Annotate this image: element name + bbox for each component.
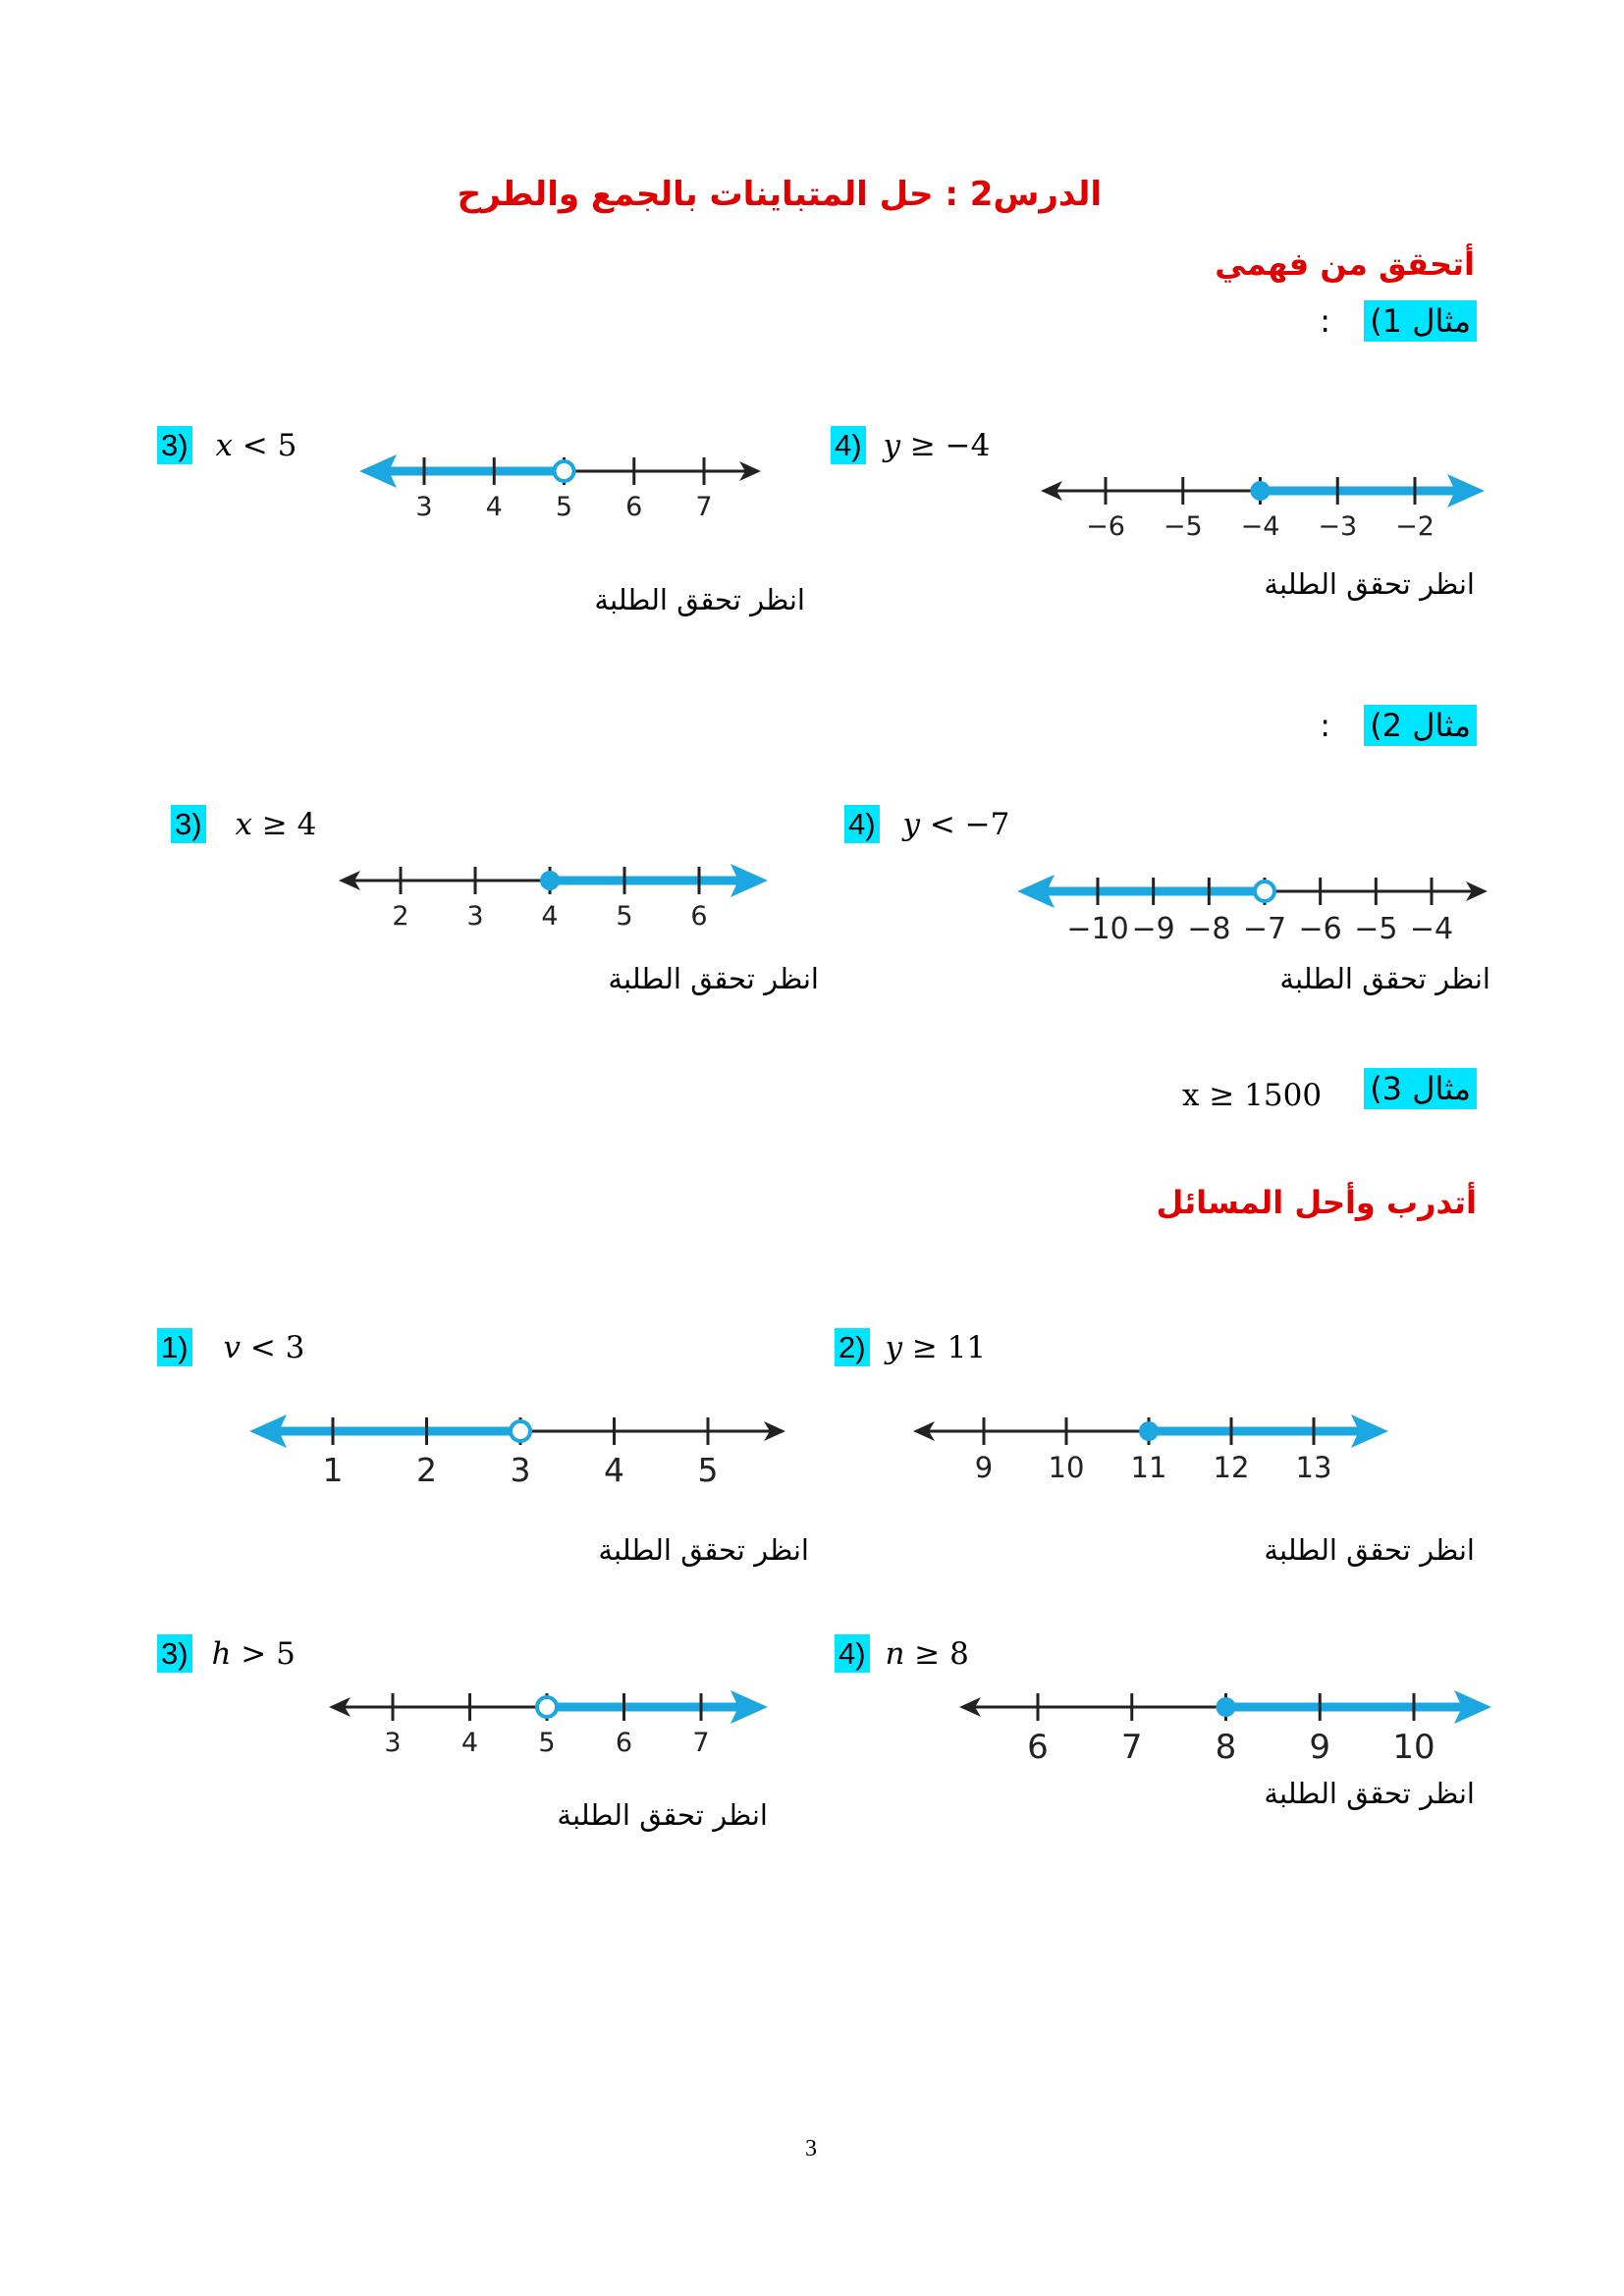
tick-label: 2 <box>416 1451 437 1489</box>
tick-label: 13 <box>1295 1451 1332 1484</box>
tick-label: 5 <box>538 1728 556 1758</box>
problem-relation: < 3 <box>249 1330 305 1365</box>
tick-label: 11 <box>1130 1451 1167 1484</box>
tick-label: 4 <box>604 1451 624 1489</box>
tick-label: −5 <box>1354 912 1398 946</box>
tick-label: 4 <box>460 1728 479 1758</box>
tick-label: 5 <box>697 1451 719 1489</box>
problem-relation: > 5 <box>241 1636 296 1672</box>
tick-label: 4 <box>541 901 559 932</box>
problem-variable: y <box>885 1330 902 1365</box>
problem-relation: ≥ 11 <box>911 1330 987 1365</box>
tick-label: 12 <box>1213 1451 1250 1484</box>
problem-number: 4) <box>844 805 880 843</box>
see-student-check-1: انظر تحقق الطلبة <box>594 583 805 616</box>
problem-relation: < 5 <box>242 428 298 463</box>
tick-label: −4 <box>1240 511 1280 542</box>
tick-label: 6 <box>690 901 708 932</box>
problem-variable: h <box>211 1636 232 1672</box>
tick-label: 10 <box>1048 1451 1085 1484</box>
tick-label: 3 <box>384 1728 402 1758</box>
tick-label: −8 <box>1187 912 1231 946</box>
tick-label: 3 <box>510 1451 531 1489</box>
tick-label: −6 <box>1086 511 1125 542</box>
tick-label: −4 <box>1409 912 1454 946</box>
problem-variable: x <box>215 428 233 463</box>
problem-variable: x <box>235 807 252 842</box>
tick-label: 6 <box>625 492 643 522</box>
problem-number: 3) <box>157 1634 192 1673</box>
lesson-title: الدرس2 : حل المتباينات بالجمع والطرح <box>457 175 1102 214</box>
see-student-check-6: انظر تحقق الطلبة <box>1264 1533 1475 1567</box>
example-label-highlight: مثال 1) <box>1364 300 1477 342</box>
see-student-check-2: انظر تحقق الطلبة <box>1264 567 1475 601</box>
example-label-highlight: مثال 3) <box>1364 1068 1477 1109</box>
see-student-check-8: انظر تحقق الطلبة <box>1264 1777 1475 1810</box>
tick-label: −6 <box>1298 912 1342 946</box>
problem-variable: v <box>223 1330 241 1365</box>
closed-endpoint <box>1217 1697 1236 1717</box>
tick-label: 6 <box>1027 1728 1049 1767</box>
example-label-highlight: مثال 2) <box>1364 705 1477 746</box>
problem-variable: y <box>902 807 920 842</box>
page-number: 3 <box>805 2136 817 2162</box>
tick-label: −3 <box>1318 511 1358 542</box>
example-colon: : <box>1320 302 1331 340</box>
tick-label: −10 <box>1066 912 1129 946</box>
problem-number: 4) <box>831 426 866 464</box>
tick-label: 7 <box>692 1728 710 1758</box>
example-colon: : <box>1320 707 1331 744</box>
tick-label: 9 <box>1309 1728 1331 1767</box>
see-student-check-3: انظر تحقق الطلبة <box>608 962 819 995</box>
problem-variable: y <box>883 428 900 463</box>
see-student-check-5: انظر تحقق الطلبة <box>598 1533 809 1567</box>
tick-label: 5 <box>616 901 633 932</box>
see-student-check-7: انظر تحقق الطلبة <box>557 1798 768 1832</box>
tick-label: 2 <box>392 901 409 932</box>
tick-label: 3 <box>466 901 484 932</box>
problem-number: 2) <box>835 1328 870 1366</box>
tick-label: −5 <box>1163 511 1203 542</box>
problem-relation: < −7 <box>929 807 1010 842</box>
problem-variable: n <box>885 1636 905 1672</box>
tick-label: 4 <box>485 492 503 522</box>
tick-label: 6 <box>615 1728 633 1758</box>
problem-number: 3) <box>171 805 206 843</box>
see-student-check-4: انظر تحقق الطلبة <box>1279 962 1490 995</box>
tick-label: −2 <box>1395 511 1435 542</box>
problem-relation: ≥ 4 <box>261 807 317 842</box>
tick-label: 7 <box>695 492 713 522</box>
problem-number: 3) <box>157 426 192 464</box>
tick-label: −9 <box>1131 912 1175 946</box>
problem-number: 1) <box>157 1328 192 1366</box>
tick-label: 7 <box>1120 1728 1143 1767</box>
problem-relation: ≥ 8 <box>914 1636 969 1672</box>
problem-relation: ≥ −4 <box>909 428 991 463</box>
section-practice: أتدرب وأحل المسائل <box>1156 1184 1477 1221</box>
tick-label: −7 <box>1242 912 1287 946</box>
tick-label: 5 <box>555 492 573 522</box>
tick-label: 10 <box>1392 1728 1435 1767</box>
tick-label: 3 <box>415 492 433 522</box>
tick-label: 9 <box>974 1451 994 1484</box>
tick-label: 1 <box>322 1451 344 1489</box>
tick-label: 8 <box>1215 1728 1237 1767</box>
section-check-understanding: أتحقق من فهمي <box>1215 245 1475 283</box>
problem-number: 4) <box>835 1634 870 1673</box>
example-3-answer: x ≥ 1500 <box>1182 1078 1323 1113</box>
